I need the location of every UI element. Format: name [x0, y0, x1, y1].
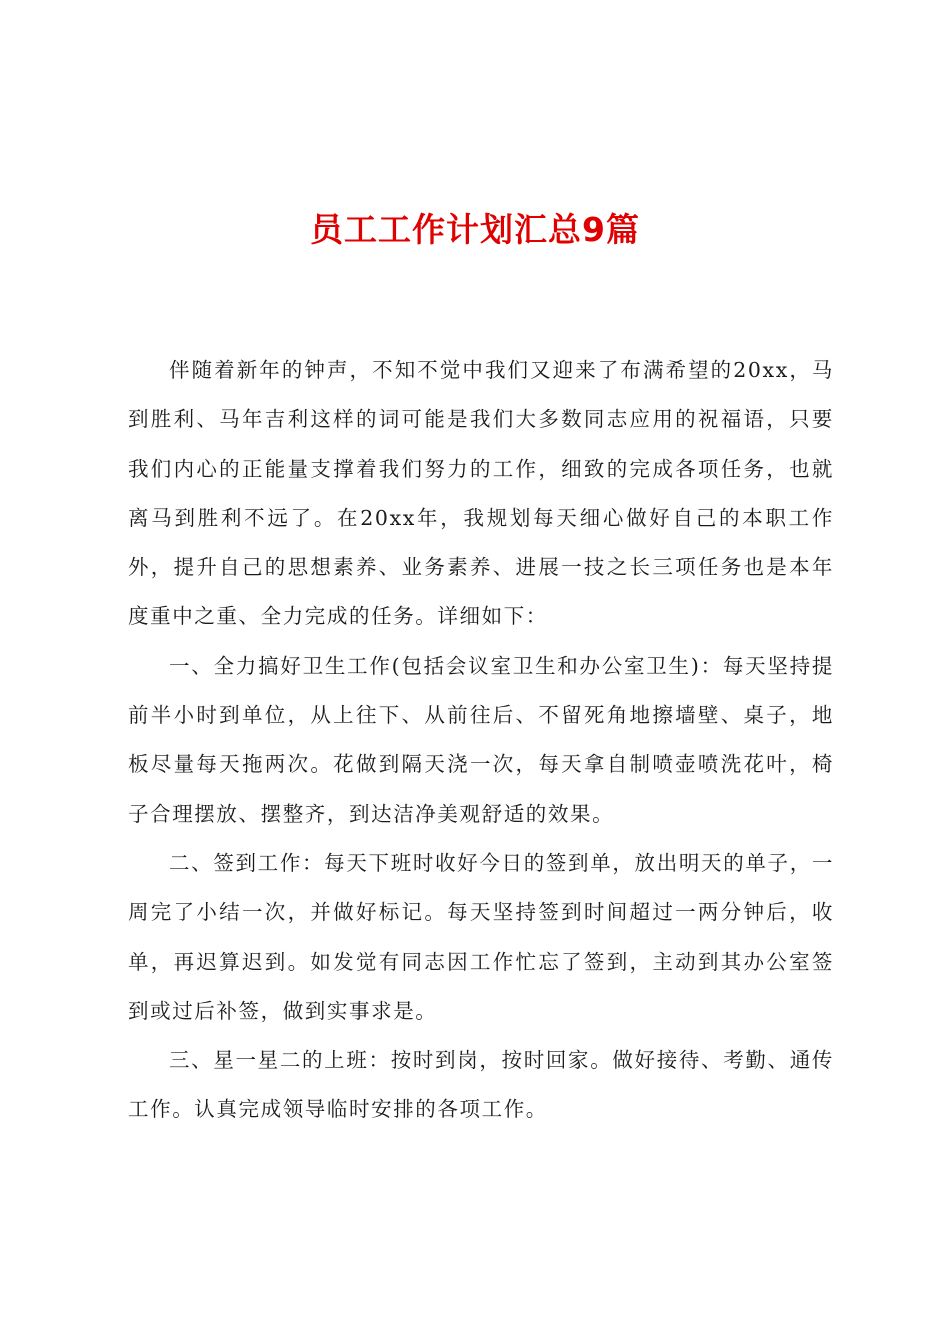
document-title: 员工工作计划汇总9篇	[310, 210, 640, 249]
intro-paragraph: 伴随着新年的钟声，不知不觉中我们又迎来了布满希望的20xx，马到胜利、马年吉利这样的词可能是我们大多数同志应用的祝福语，只要我们内心的正能量支撑着我们努力的工作，细致的完成各项任务，也就离马到胜利不远了。在20xx年，我规划每天细心做好自己的本职工作外，提升自己的思想素养、业务素养、进展一技之长三项任务也是本年度重中之重、全力完成的任务。详细如下：	[128, 358, 834, 629]
section-hygiene-paragraph: 一、全力搞好卫生工作(包括会议室卫生和办公室卫生)：每天坚持提前半小时到单位，从上往下、从前往后、不留死角地擦墙壁、桌子，地板尽量每天拖两次。花做到隔天浇一次，每天拿自制喷壶喷洗花叶，椅子合理摆放、摆整齐，到达洁净美观舒适的效果。	[128, 653, 834, 826]
document-body	[128, 346, 834, 1135]
section-signin-paragraph: 二、签到工作：每天下班时收好今日的签到单，放出明天的单子，一周完了小结一次，并做好标记。每天坚持签到时间超过一两分钟后，收单，再迟算迟到。如发觉有同志因工作忙忘了签到，主动到其办公室签到或过后补签，做到实事求是。	[128, 850, 834, 1023]
section-shift-paragraph: 三、星一星二的上班：按时到岗，按时回家。做好接待、考勤、通传工作。认真完成领导临时安排的各项工作。	[128, 1048, 834, 1122]
